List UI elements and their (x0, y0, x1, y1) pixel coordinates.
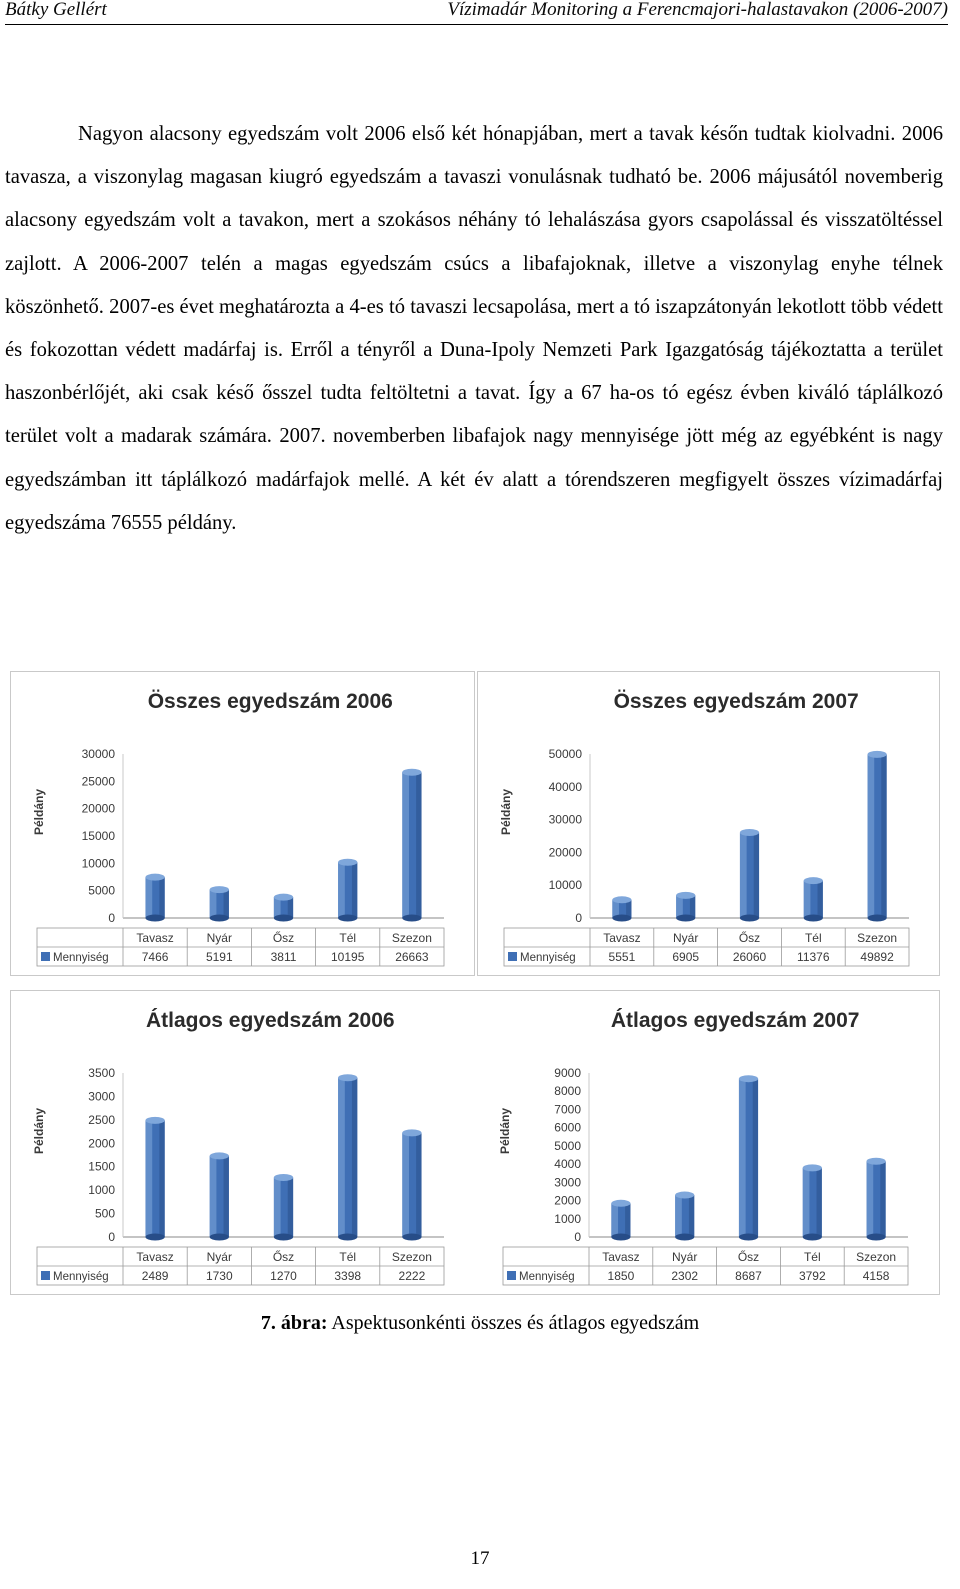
bar-base (338, 915, 357, 922)
y-tick-label: 40000 (548, 779, 582, 794)
bar-shade (416, 1133, 421, 1237)
category-label: Ősz (737, 1250, 760, 1264)
data-label: 3398 (334, 1269, 362, 1283)
y-tick-label: 3500 (88, 1066, 115, 1080)
bar-cap (402, 769, 421, 776)
running-header (5, 0, 948, 24)
chart-total-2006 (10, 671, 475, 976)
bar-highlight (740, 833, 747, 918)
bar-base (803, 1234, 822, 1241)
bar-highlight (338, 1078, 345, 1237)
category-label: Szezon (391, 931, 432, 945)
y-tick-label: 1500 (88, 1159, 115, 1174)
y-tick-label: 20000 (548, 845, 582, 860)
bar-cap (612, 896, 631, 903)
y-tick-label: 1000 (88, 1183, 115, 1198)
category-label: Szezon (391, 1250, 432, 1264)
bar-cap (145, 874, 164, 881)
bar-shade (880, 1161, 885, 1237)
bar-base (675, 1234, 694, 1241)
bar-shade (159, 1120, 164, 1237)
data-label: 49892 (860, 950, 894, 964)
legend-label: Mennyiség (520, 952, 576, 964)
bar-highlight (402, 1133, 409, 1237)
chart-total-2007 (477, 671, 940, 976)
bar-base (676, 915, 695, 922)
data-label: 1270 (270, 1269, 297, 1283)
y-tick-label: 15000 (81, 829, 115, 843)
chart-svg (478, 672, 939, 975)
data-label: 2489 (141, 1269, 169, 1283)
y-tick-label: 5000 (88, 883, 115, 898)
category-label: Nyár (206, 1250, 232, 1264)
bar-shade (690, 895, 695, 918)
bar-highlight (145, 1120, 152, 1237)
data-label: 3792 (798, 1269, 826, 1283)
y-tick-label: 4000 (554, 1157, 581, 1172)
category-label: Tél (339, 1250, 357, 1264)
category-label: Nyár (673, 931, 699, 945)
body-paragraph: Nagyon alacsony egyedszám volt 2006 első két hónapjában, mert a tavak későn tudtak kiolvadni. 2006 tavasza, a viszonylag magasan kiugró egyedszám a tavaszi vonulásnak tudható be. 2006 májusától novemberig alacsony egyedszám volt a tavakon, mert a szokásos néhány tó lehalászása gyors csapolással és visszatöltéssel zajlott. A 2006-2007 telén a magas egyedszám csúcs a libafajoknak, illetve a viszonylag enyhe télnek köszönhető. 2007-es évet meghatározta a 4-es tó tavaszi lecsapolása, mert a tó iszapzátonyán lekotlott több védett és fokozottan védett madárfaj is. Erről a tényről a Duna-Ipoly Nemzeti Park Igazgatóság tájékoztatta a terület haszonbérlőjét, aki csak késő ősszel tudta feltöltetni a tavat. Így a 67 ha-os tó egész évben kiváló táplálkozó terület volt a madarak számára. 2007. novemberben libafajok nagy mennyisége jött még az egyébként is nagy egyedszámban itt táplálkozó madárfajok mellé. A két év alatt a tórendszeren megfigyelt összes vízimadárfaj egyedszáma 76555 példány. (5, 123, 943, 534)
chart-title: Átlagos egyedszám 2006 (145, 1009, 395, 1032)
y-tick-label: 3000 (88, 1089, 115, 1104)
bar-cap (803, 1164, 822, 1171)
bar-cap (740, 829, 759, 836)
bar-highlight (676, 895, 683, 918)
bar-highlight (804, 881, 811, 918)
data-label: 11376 (797, 950, 830, 964)
bar-base (210, 1234, 229, 1241)
bar-base (210, 915, 229, 922)
chart-body (499, 690, 909, 966)
data-label: 26060 (732, 950, 767, 964)
y-tick-label: 500 (94, 1206, 115, 1221)
bar-highlight (867, 1161, 874, 1237)
y-tick-label: 30000 (548, 812, 582, 827)
bar-base (274, 915, 293, 922)
bar-cap (675, 1192, 694, 1199)
bar-shade (689, 1195, 694, 1237)
y-tick-label: 2000 (88, 1136, 115, 1151)
bar-highlight (402, 772, 409, 918)
category-label: Tavasz (136, 1250, 174, 1264)
y-tick-label: 10000 (548, 878, 582, 893)
bar-highlight (210, 1156, 217, 1237)
category-label: Szezon (856, 1250, 897, 1264)
bar-shade (625, 1203, 630, 1237)
y-axis-label: Példány (32, 1107, 46, 1155)
chart-body (32, 690, 444, 966)
bar-cap (402, 1129, 421, 1136)
category-label: Tél (804, 931, 822, 945)
bar-shade (817, 1168, 822, 1237)
y-axis-label: Példány (32, 788, 46, 836)
legend-label: Mennyiség (519, 1271, 575, 1283)
header-author: Bátky Gellért (5, 0, 107, 20)
bar-shade (352, 862, 357, 918)
bar-shade (881, 754, 886, 918)
y-tick-label: 50000 (548, 747, 582, 761)
y-tick-label: 0 (108, 1230, 115, 1244)
bar-base (145, 915, 164, 922)
y-tick-label: 0 (108, 911, 115, 925)
bar-highlight (274, 1177, 281, 1237)
bar-cap (867, 1158, 886, 1165)
y-axis-label: Példány (499, 788, 513, 836)
data-label: 2222 (398, 1269, 426, 1283)
data-label: 1730 (205, 1269, 233, 1283)
bar-highlight (145, 877, 152, 918)
header-rule (5, 24, 948, 25)
bar-shade (754, 833, 759, 918)
bar-base (338, 1234, 357, 1241)
bar-shade (352, 1078, 357, 1237)
category-label: Tél (339, 931, 357, 945)
y-tick-label: 20000 (81, 801, 115, 816)
bar-highlight (210, 890, 217, 918)
data-table (504, 928, 909, 966)
bar-base (274, 1234, 293, 1241)
chart-body-average-2007 (498, 1009, 908, 1285)
caption-label: 7. ábra: (260, 1312, 328, 1334)
bar-shade (224, 1156, 229, 1237)
bar-base (804, 915, 823, 922)
y-axis-label: Példány (498, 1107, 512, 1155)
category-label: Nyár (672, 1250, 698, 1264)
y-tick-label: 30000 (81, 747, 115, 761)
category-label: Tavasz (603, 931, 641, 945)
category-label: Ősz (738, 931, 761, 945)
category-label: Tavasz (602, 1250, 640, 1264)
data-label: 6905 (672, 950, 700, 964)
bar-cap (274, 894, 293, 901)
y-tick-label: 6000 (554, 1120, 581, 1135)
bar-cap (274, 1174, 293, 1181)
bar-base (612, 915, 631, 922)
chart-title: Összes egyedszám 2006 (147, 690, 393, 713)
data-table (503, 1247, 908, 1285)
bar-cap (739, 1075, 758, 1082)
data-label: 8687 (735, 1269, 762, 1283)
bar-shade (753, 1079, 758, 1237)
chart-svg (11, 991, 939, 1294)
bar-highlight (611, 1203, 618, 1237)
legend-swatch (508, 952, 517, 961)
bar-base (740, 915, 759, 922)
bar-cap (210, 886, 229, 893)
legend-swatch (41, 1271, 50, 1280)
bar-shade (818, 881, 823, 918)
category-label: Tavasz (136, 931, 174, 945)
caption-text: Aspektusonkénti összes és átlagos egyedszám (327, 1312, 700, 1334)
category-label: Tél (803, 1250, 821, 1264)
legend-swatch (507, 1271, 516, 1280)
y-tick-label: 2500 (88, 1112, 115, 1127)
data-label: 4158 (862, 1269, 890, 1283)
category-label: Ősz (272, 1250, 295, 1264)
category-label: Nyár (206, 931, 232, 945)
y-tick-label: 0 (575, 911, 582, 925)
bar-base (402, 1234, 421, 1241)
chart-title: Átlagos egyedszám 2007 (610, 1009, 860, 1032)
category-label: Ősz (272, 931, 295, 945)
bar-cap (338, 859, 357, 866)
data-label: 3811 (270, 950, 297, 964)
bar-cap (210, 1152, 229, 1159)
bar-shade (224, 890, 229, 918)
bar-shade (416, 772, 421, 918)
bar-highlight (675, 1195, 682, 1237)
chart-svg (11, 672, 474, 975)
bar-base (402, 915, 421, 922)
data-label: 5191 (205, 950, 233, 964)
legend-label: Mennyiség (53, 1271, 109, 1283)
y-tick-label: 5000 (554, 1138, 581, 1153)
bar-cap (676, 892, 695, 899)
data-label: 26663 (395, 950, 429, 964)
bar-highlight (803, 1168, 810, 1237)
chart-body (32, 1009, 444, 1285)
bar-cap (145, 1117, 164, 1124)
chart-title: Összes egyedszám 2007 (613, 690, 859, 713)
y-tick-label: 9000 (554, 1066, 581, 1080)
data-label: 2302 (671, 1269, 699, 1283)
bar-highlight (739, 1079, 746, 1237)
bar-base (611, 1234, 630, 1241)
data-label: 10195 (331, 950, 365, 964)
bar-base (739, 1234, 758, 1241)
data-table (37, 1247, 444, 1285)
bar-shade (288, 1177, 293, 1237)
bar-shade (159, 877, 164, 918)
legend-swatch (41, 952, 50, 961)
y-tick-label: 10000 (81, 856, 115, 871)
data-label: 1850 (607, 1269, 635, 1283)
bar-cap (611, 1200, 630, 1207)
data-label: 7466 (141, 950, 169, 964)
page-number: 17 (470, 1548, 490, 1569)
y-tick-label: 3000 (554, 1175, 581, 1190)
legend-label: Mennyiség (53, 952, 109, 964)
data-label: 5551 (608, 950, 636, 964)
y-tick-label: 2000 (554, 1193, 581, 1208)
bar-shade (288, 897, 293, 918)
bar-cap (804, 877, 823, 884)
figure-caption (0, 1312, 960, 1335)
bar-base (868, 915, 887, 922)
bar-cap (868, 751, 887, 758)
y-tick-label: 7000 (554, 1102, 581, 1117)
y-tick-label: 8000 (554, 1084, 581, 1099)
y-tick-label: 0 (574, 1230, 581, 1244)
bar-highlight (868, 754, 875, 918)
bar-base (145, 1234, 164, 1241)
bar-cap (338, 1074, 357, 1081)
data-table (37, 928, 444, 966)
category-label: Szezon (857, 931, 898, 945)
y-tick-label: 25000 (81, 774, 115, 789)
chart-average-2006 (10, 990, 940, 1295)
y-tick-label: 1000 (554, 1211, 581, 1226)
bar-base (867, 1234, 886, 1241)
header-title: Vízimadár Monitoring a Ferencmajori-halastavakon (2006-2007) (447, 0, 948, 20)
bar-highlight (338, 862, 345, 918)
